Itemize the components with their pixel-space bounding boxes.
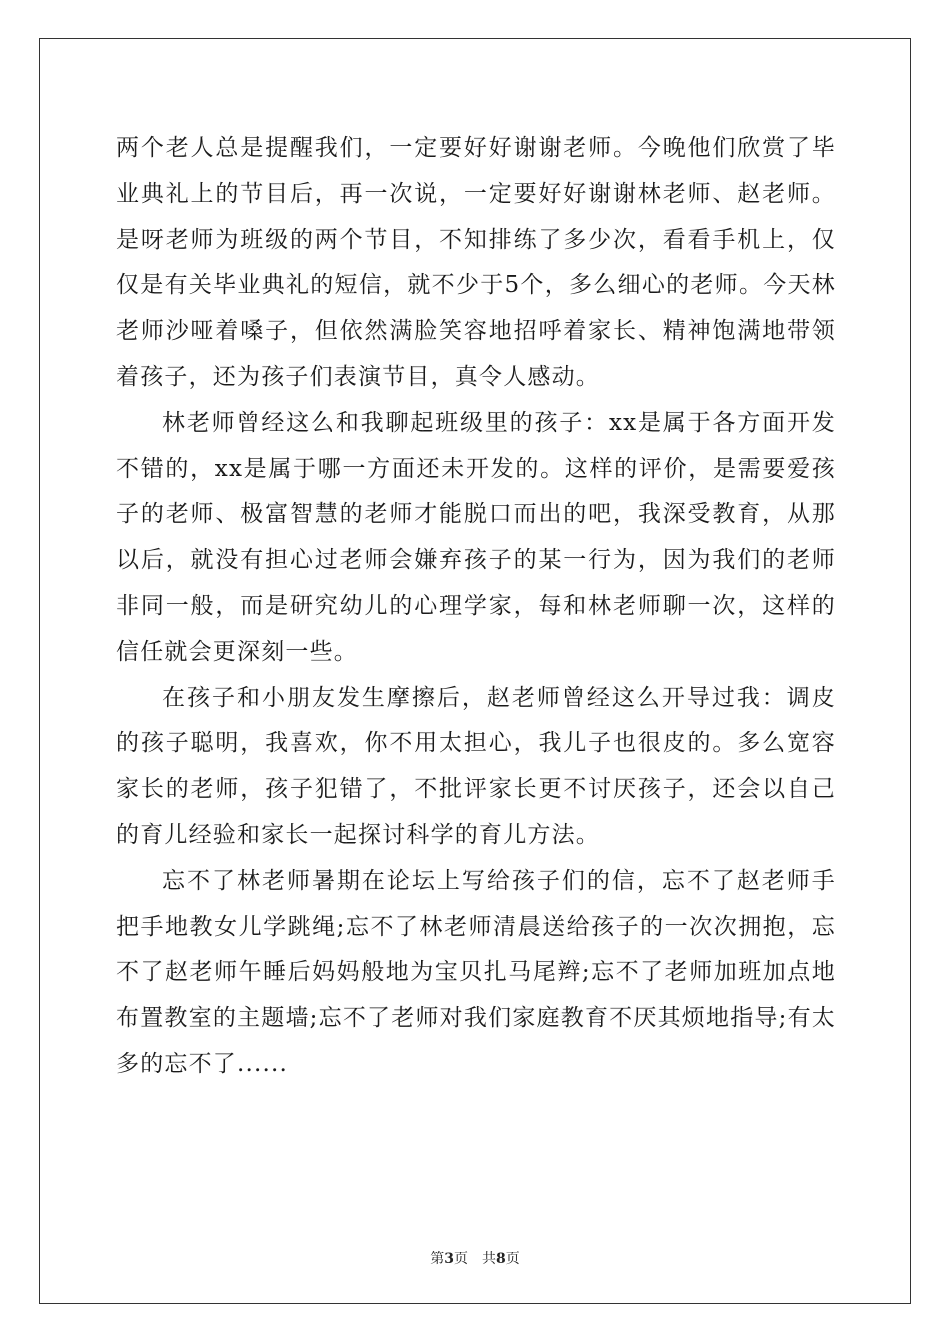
total-pages: 8 — [496, 1251, 506, 1267]
paragraph-2: 林老师曾经这么和我聊起班级里的孩子：xx是属于各方面开发不错的，xx是属于哪一方面还未开发的。这样的评价，是需要爱孩子的老师、极富智慧的老师才能脱口而出的吧，我深受教育，从那以后，就没有担心过老师会嫌弃孩子的某一行为，因为我们的老师非同一般，而是研究幼儿的心理学家，每和林老师聊一次，这样的信任就会更深刻一些。 — [116, 409, 836, 665]
page-prefix: 第 — [430, 1251, 445, 1267]
page-number: 3 — [444, 1251, 454, 1267]
paragraph-3: 在孩子和小朋友发生摩擦后，赵老师曾经这么开导过我：调皮的孩子聪明，我喜欢，你不用太担心，我儿子也很皮的。多么宽容家长的老师，孩子犯错了，不批评家长更不讨厌孩子，还会以自己的育儿经验和家长一起探讨科学的育儿方法。 — [116, 684, 836, 848]
total-suffix: 页 — [505, 1251, 520, 1267]
page-footer — [0, 1248, 950, 1268]
paragraph-1: 两个老人总是提醒我们，一定要好好谢谢老师。今晚他们欣赏了毕业典礼上的节目后，再一次说，一定要好好谢谢林老师、赵老师。是呀老师为班级的两个节目，不知排练了多少次，看看手机上，仅仅是有关毕业典礼的短信，就不少于5个，多么细心的老师。今天林老师沙哑着嗓子，但依然满脸笑容地招呼着家长、精神饱满地带领着孩子，还为孩子们表演节目，真令人感动。 — [116, 135, 836, 390]
page-suffix: 页 — [454, 1251, 468, 1267]
total-prefix: 共 — [482, 1251, 496, 1267]
paragraph-4: 忘不了林老师暑期在论坛上写给孩子们的信，忘不了赵老师手把手地教女儿学跳绳;忘不了林老师清晨送给孩子的一次次拥抱，忘不了赵老师午睡后妈妈般地为宝贝扎马尾辫;忘不了老师加班加点地布置教室的主题墙;忘不了老师对我们家庭教育不厌其烦地指导;有太多的忘不了...... — [116, 867, 836, 1077]
document-body — [116, 126, 836, 1088]
